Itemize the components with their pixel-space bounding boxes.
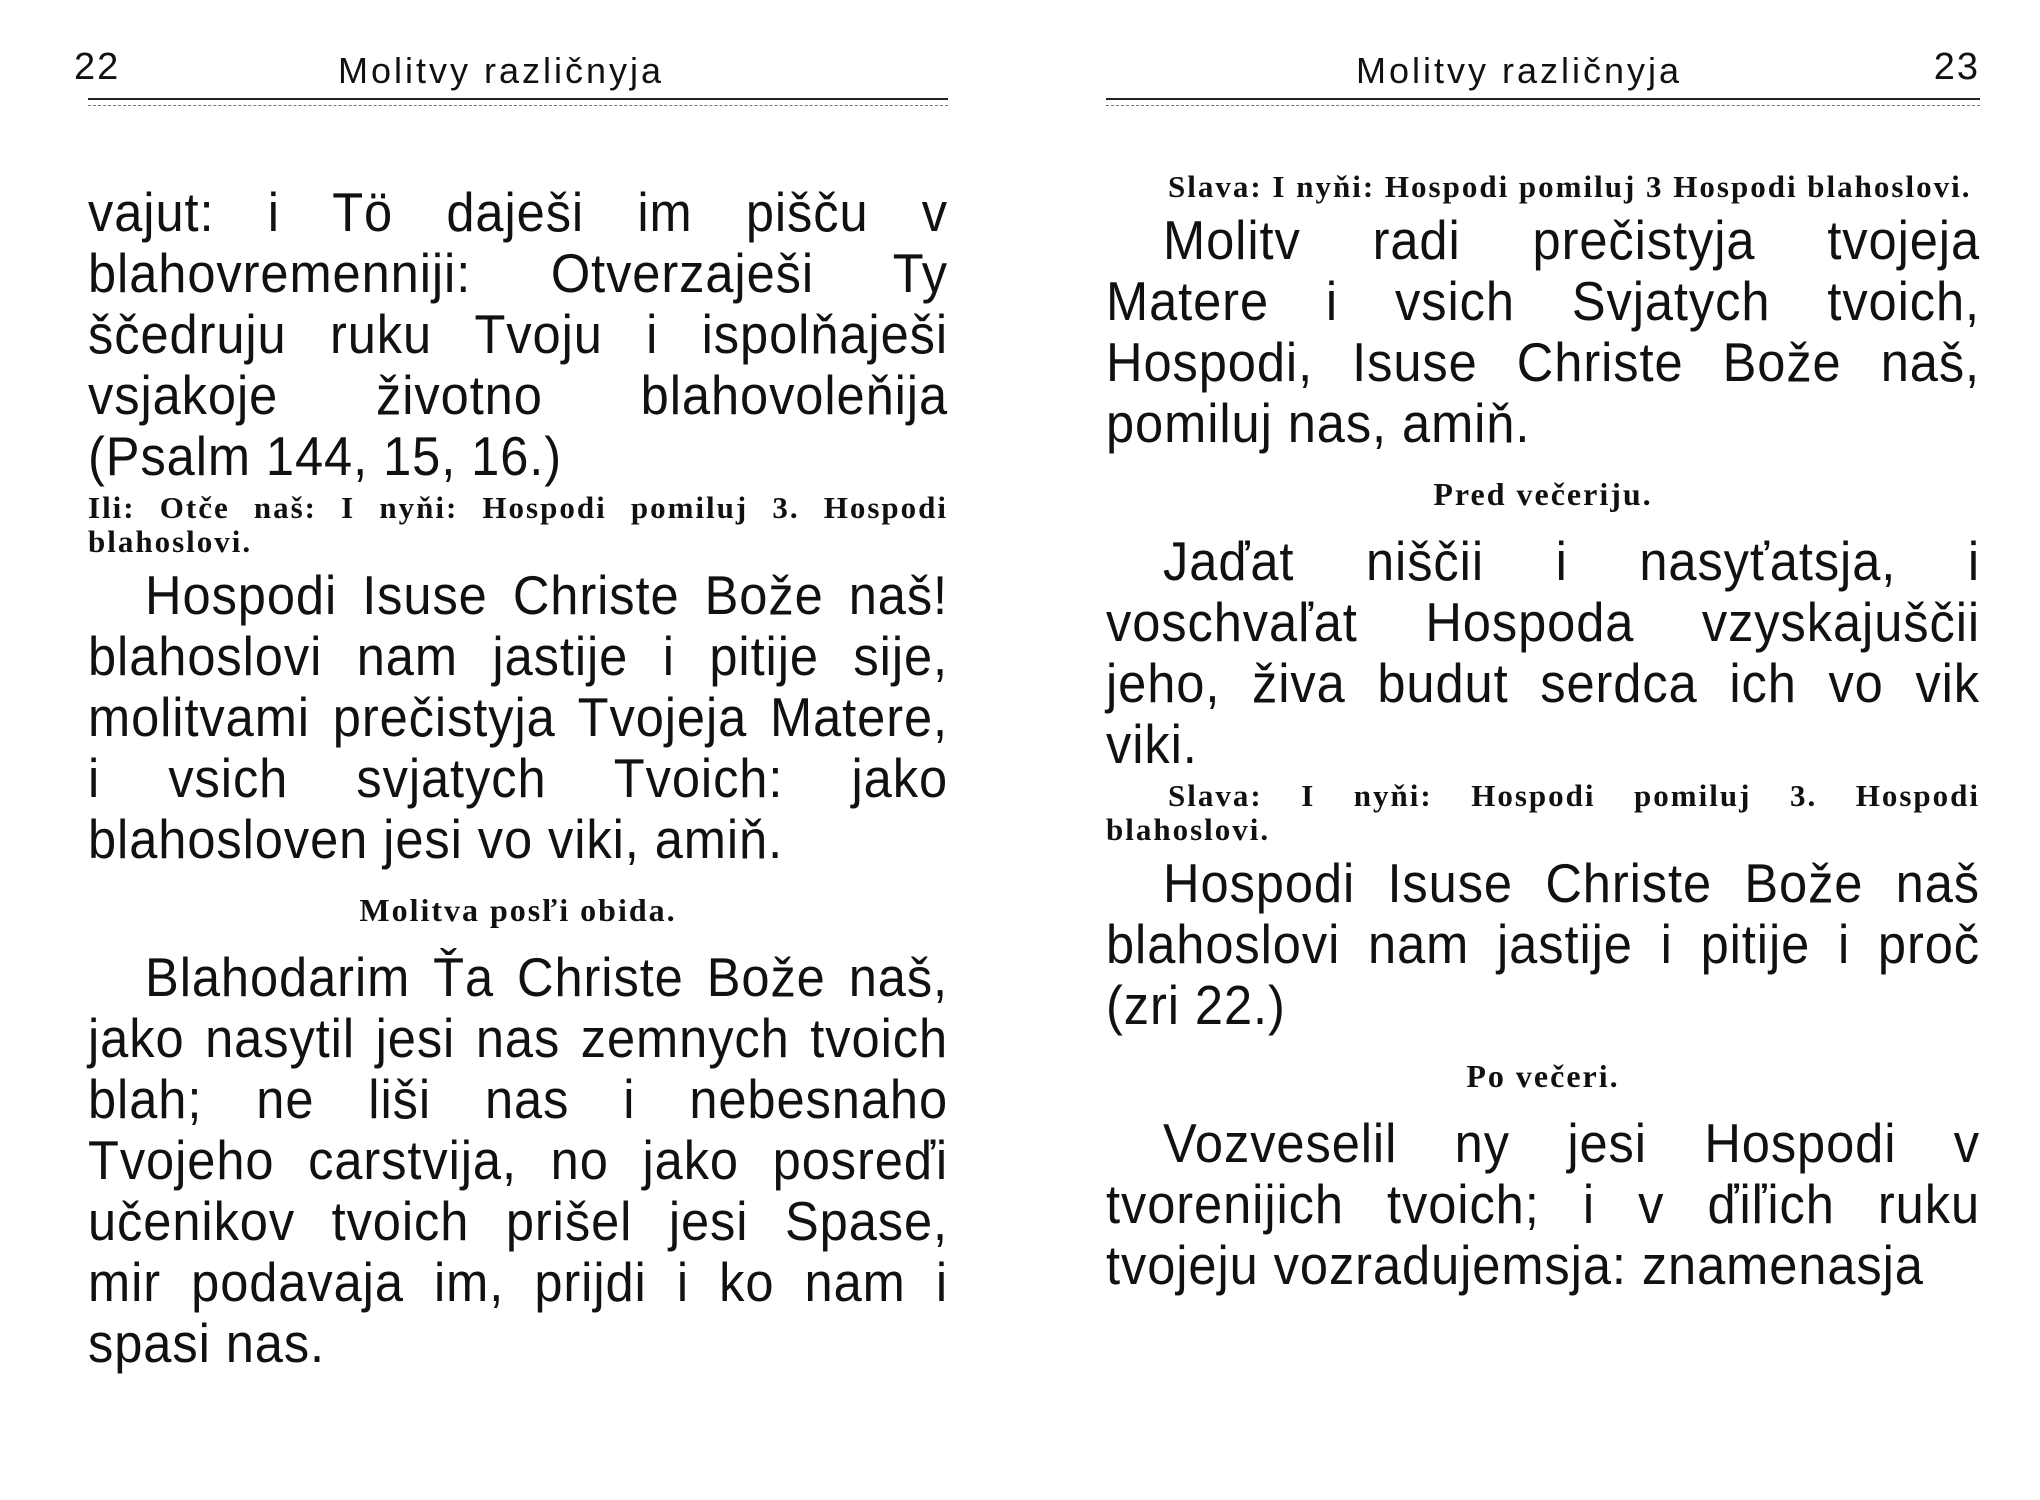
left-page-body [88, 182, 948, 1374]
left-paragraph-2: Hospodi Isuse Christe Bože naš! blahoslovi nam jastije i pitije sije, molitvami prečistyja Tvojeja Matere, i vsich svjatych Tvoich: jako blahosloven jesi vo viki, amiň. [88, 564, 949, 870]
right-heading-2: Po večeri. [1466, 1058, 1620, 1094]
left-header-rule-secondary [88, 105, 948, 106]
left-paragraph-3: Blahodarim Ťa Christe Bože naš, jako nasytil jesi nas zemnych tvoich blah; ne liši nas i nebesnaho Tvojeho carstvija, no jako posreďi učenikov tvoich prišel jesi Spase, mir podavaja im, prijdi i ko nam i spasi nas. [88, 946, 949, 1374]
left-running-title: Molitvy različnyja [338, 50, 665, 91]
left-heading-1: Molitva posľi obida. [359, 892, 677, 928]
right-header-rule-secondary [1106, 105, 1980, 106]
right-header-rule [1106, 98, 1980, 100]
right-rubric-1: Slava: I nyňi: Hospodi pomiluj 3 Hospodi blahoslovi. [1168, 169, 1972, 204]
left-paragraph-1: vajut: i Tö daješi im pišču v blahovremenniji: Otverzaješi Ty ščedruju ruku Tvoju i ispolňaješi vsjakoje životno blahovoleňija (Psalm 144, 15, 16.) [88, 181, 949, 487]
right-heading-1: Pred večeriju. [1433, 476, 1653, 512]
left-page [74, 0, 949, 1500]
left-header-rule [88, 98, 948, 100]
right-paragraph-4: Vozveselil ny jesi Hospodi v tvorenijich tvoich; i v ďiľich ruku tvojeju vozradujemsja: znamenasja [1106, 1112, 1981, 1296]
right-page-body [1106, 166, 1980, 1296]
left-rubric-1: Ili: Otče naš: I nyňi: Hospodi pomiluj 3. Hospodi blahoslovi. [88, 490, 948, 559]
left-page-number: 22 [74, 46, 121, 88]
right-paragraph-1: Molitv radi prečistyja tvojeja Matere i vsich Svjatych tvoich, Hospodi, Isuse Christe Bože naš, pomiluj nas, amiň. [1106, 209, 1981, 454]
right-running-title: Molitvy različnyja [1356, 50, 1683, 91]
right-paragraph-2: Jaďat niščii i nasyťatsja, i voschvaľat Hospoda vzyskajuščii jeho, živa budut serdca ich vo vik viki. [1106, 530, 1981, 775]
left-page-header [74, 38, 948, 100]
right-page-number: 23 [1933, 46, 1980, 88]
right-page-header [1106, 38, 1980, 100]
right-rubric-2: Slava: I nyňi: Hospodi pomiluj 3. Hospodi blahoslovi. [1106, 778, 1980, 847]
right-page [1106, 0, 1980, 1500]
right-paragraph-3: Hospodi Isuse Christe Bože naš blahoslovi nam jastije i pitije i proč (zri 22.) [1106, 852, 1981, 1036]
